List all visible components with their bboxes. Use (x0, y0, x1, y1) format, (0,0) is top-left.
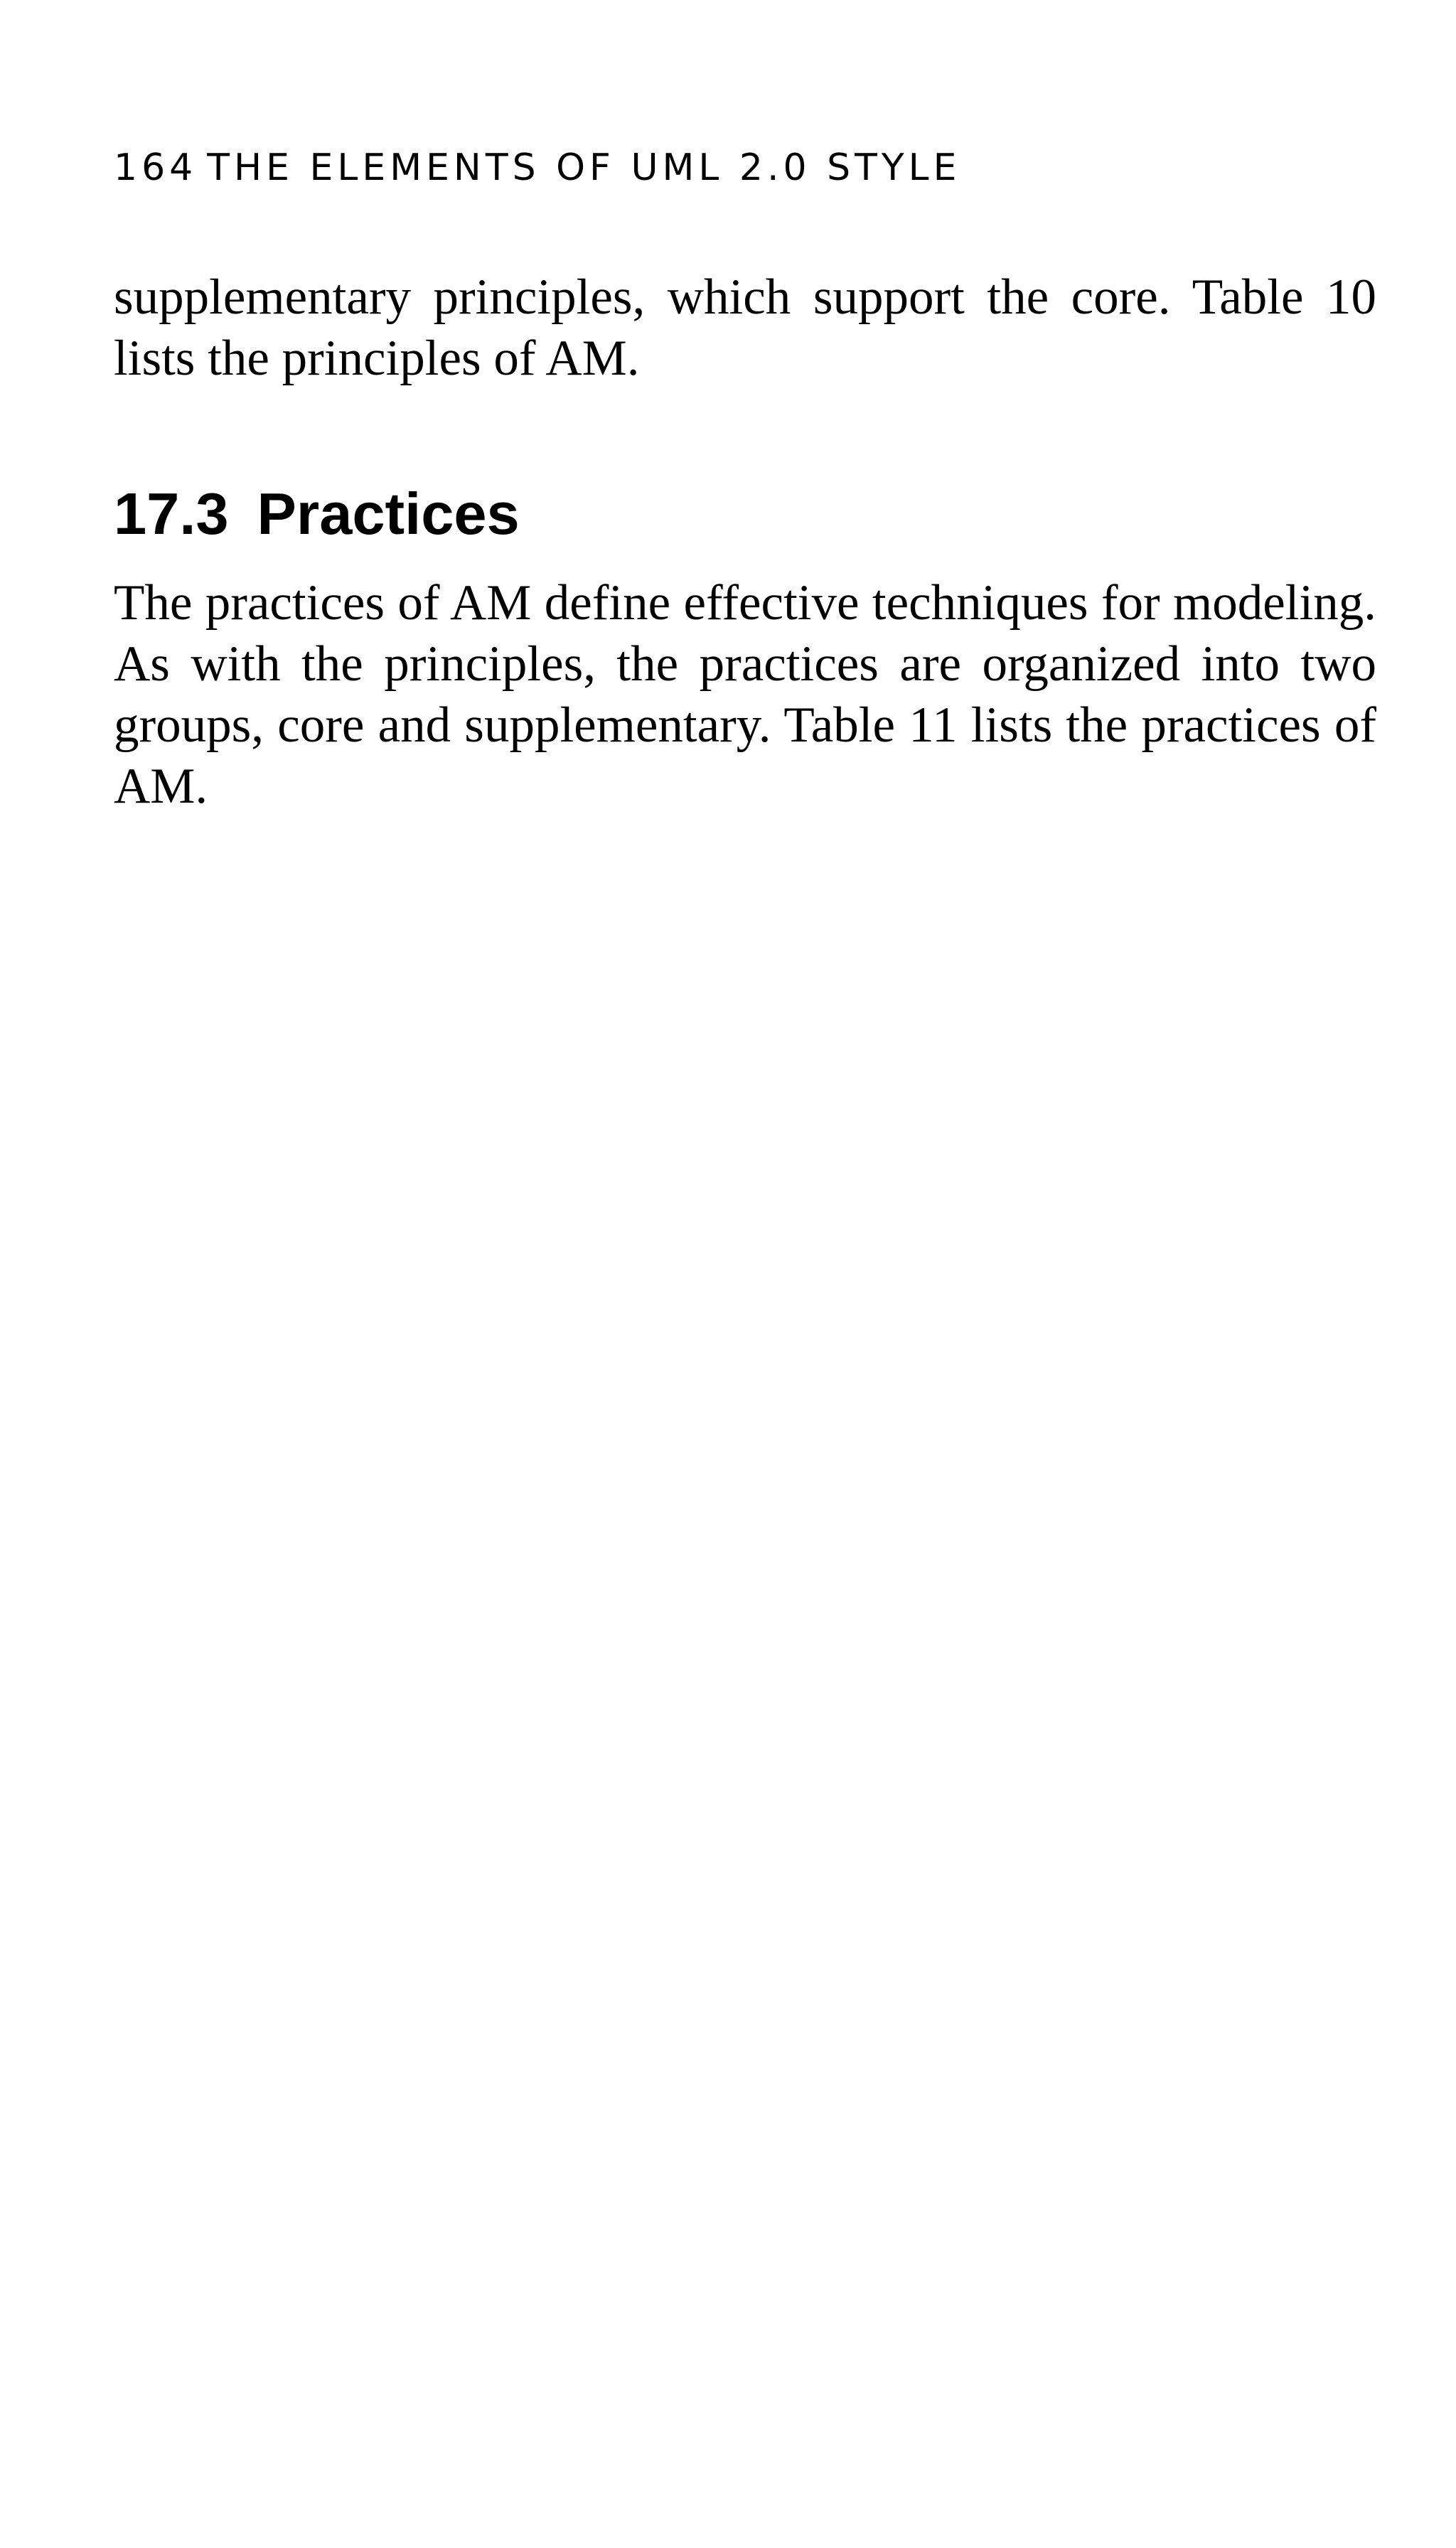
body-paragraph-1: supplementary principles, which support the core. Table 10 lists the principles of AM. (114, 269, 1376, 386)
running-title: THE ELEMENTS OF UML 2.0 STYLE (207, 146, 961, 189)
running-header (114, 139, 961, 196)
book-page (114, 0, 1376, 2548)
section-title: Practices (257, 481, 520, 547)
page-number: 164 (114, 146, 198, 189)
section-heading (114, 478, 520, 550)
section-number: 17.3 (114, 481, 229, 547)
body-paragraph-2: The practices of AM define effective techniques for modeling. As with the principles, the practices are organized into two groups, core and supplementary. Table 11 lists the practices of AM. (114, 575, 1376, 814)
